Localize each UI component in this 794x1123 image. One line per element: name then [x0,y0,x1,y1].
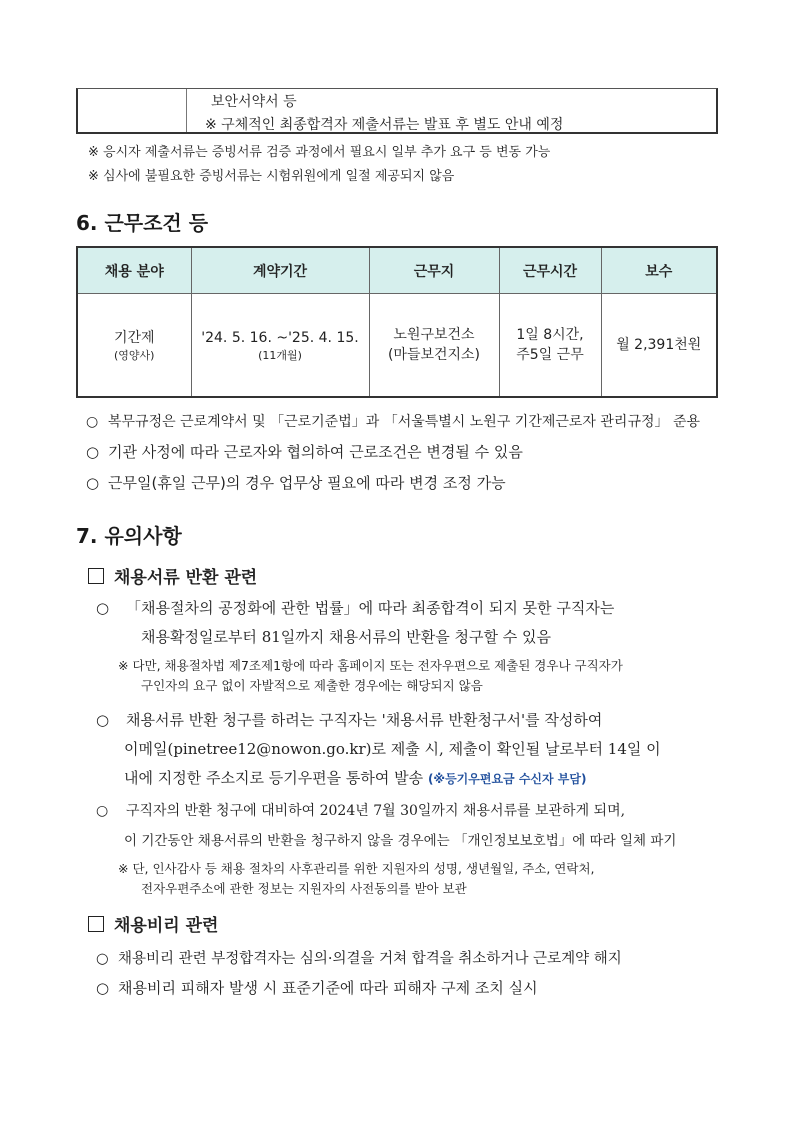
list-item: ○ 채용서류 반환 청구를 하려는 구직자는 '채용서류 반환청구서'를 작성하여 [96,711,603,729]
postage-note: (※등기우편요금 수신자 부담) [427,772,587,786]
list-item: ○ 복무규정은 근로계약서 및 「근로기준법」과 「서울특별시 노원구 기간제근로자 관리규정」 준용 [86,414,700,430]
column-header: 근무지 [369,247,499,294]
circle-bullet-icon: ○ [96,979,110,997]
field-value: 기간제 [113,329,155,346]
hours-value: 1일 8시간, [516,327,584,343]
location-sub: (마들보건지소) [387,347,481,363]
list-item-continued: 이메일(pinetree12@nowon.go.kr)로 제출 시, 제출이 확인될 날로부터 14일 이 [124,740,661,758]
list-item: ○ 채용비리 관련 부정합격자는 심의·의결을 거쳐 합격을 취소하거나 근로계약 해지 [96,951,622,967]
table-note: ※ 구체적인 최종합격자 제출서류는 발표 후 별도 안내 예정 [205,117,564,133]
circle-bullet-icon: ○ [86,474,100,492]
square-bullet-icon [88,568,104,584]
table-label-cell [78,89,187,132]
hours-cell [499,294,601,398]
note: ※ 응시자 제출서류는 증빙서류 검증 과정에서 필요시 일부 추가 요구 등 변동 가능 [88,145,551,160]
column-header: 계약기간 [191,247,369,294]
square-bullet-icon [88,916,104,932]
column-header: 근무시간 [499,247,601,294]
list-item: ○ 기관 사정에 따라 근로자와 협의하여 근로조건은 변경될 수 있음 [86,443,523,461]
list-item: ○ 구직자의 반환 청구에 대비하여 2024년 7월 30일까지 채용서류를 보관하게 되며, [96,803,626,819]
note: ※ 다만, 채용절차법 제7조제1항에 따라 홈페이지 또는 전자우편으로 제출된 경우나 구직자가 [118,658,623,673]
list-item-continued: 채용확정일로부터 81일까지 채용서류의 반환을 청구할 수 있음 [141,628,551,646]
table-text: 보안서약서 등 [211,94,297,110]
field-cell [77,294,191,398]
period-value: '24. 5. 16. ~'25. 4. 15. [201,329,359,346]
subsection-title: 채용서류 반환 관련 [88,563,257,588]
circle-bullet-icon: ○ [86,414,99,430]
list-item: ○ 근무일(휴일 근무)의 경우 업무상 필요에 따라 변경 조정 가능 [86,474,506,492]
field-sub: (영양사) [114,348,155,362]
list-item: ○ 「채용절차의 공정화에 관한 법률」에 따라 최종합격이 되지 못한 구직자는 [96,599,615,617]
circle-bullet-icon: ○ [96,599,110,617]
table-row [77,294,717,398]
column-header: 보수 [601,247,717,294]
note: ※ 단, 인사감사 등 채용 절차의 사후관리를 위한 지원자의 성명, 생년월일, 주소, 연락처, [118,861,595,876]
section-title: 6. 근무조건 등 [76,211,209,235]
location-cell [369,294,499,398]
circle-bullet-icon: ○ [96,803,109,819]
subsection-title: 채용비리 관련 [88,911,218,936]
circle-bullet-icon: ○ [86,443,100,461]
pay-cell [601,294,717,398]
note-continued: 전자우편주소에 관한 정보는 지원자의 사전동의를 받아 보관 [141,881,467,896]
period-cell [191,294,369,398]
note-continued: 구인자의 요구 없이 자발적으로 제출한 경우에는 해당되지 않음 [141,678,483,693]
circle-bullet-icon: ○ [96,951,109,967]
column-header: 채용 분야 [77,247,191,294]
circle-bullet-icon: ○ [96,711,110,729]
list-item: ○ 채용비리 피해자 발생 시 표준기준에 따라 피해자 구제 조치 실시 [96,979,538,997]
section-title: 7. 유의사항 [76,524,182,548]
list-item-continued: 내에 지정한 주소지로 등기우편을 통하여 발송 (※등기우편요금 수신자 부담) [124,769,587,787]
hours-sub: 주5일 근무 [516,347,584,363]
pay-value: 월 2,391천원 [616,337,702,353]
list-item-continued: 이 기간동안 채용서류의 반환을 청구하지 않을 경우에는 「개인정보보호법」에 따라 일체 파기 [124,833,677,849]
work-conditions-table [76,246,718,398]
note: ※ 심사에 불필요한 증빙서류는 시험위원에게 일절 제공되지 않음 [88,169,455,184]
table-header-row [77,247,717,294]
period-sub: (11개월) [258,348,302,362]
submission-documents-table [76,88,718,134]
location-value: 노원구보건소 [393,327,475,343]
